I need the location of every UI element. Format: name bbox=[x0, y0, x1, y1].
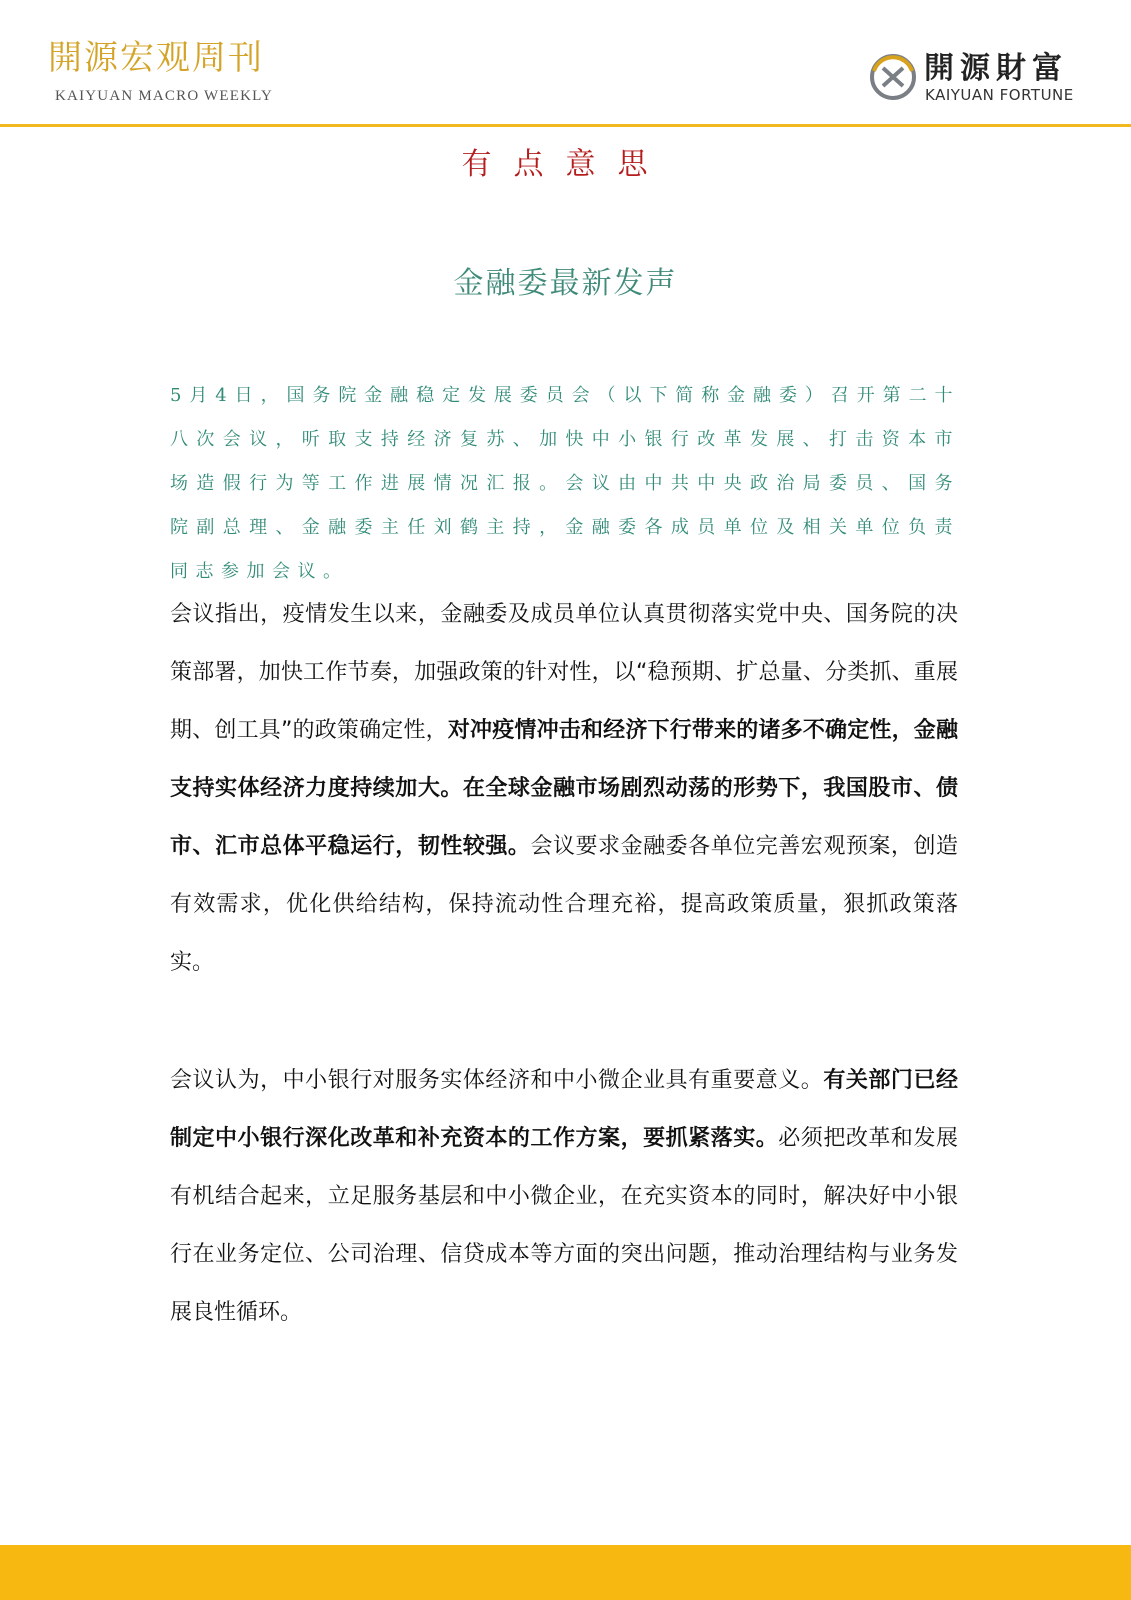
paragraph-emphasis: 有关部门已经制定中小银行深化改革和补充资本的工作方案，要抓紧落实。 bbox=[170, 1068, 958, 1151]
logo-chinese-text: 開源財富 bbox=[924, 51, 1068, 86]
paragraph-text: 会议认为，中小银行对服务实体经济和中小微企业具有重要意义。 bbox=[170, 1068, 824, 1093]
paragraph-text: 必须把改革和发展有机结合起来，立足服务基层和中小微企业，在充实资本的同时，解决好中小银行在业务定位、公司治理、信贷成本等方面的突出问题，推动治理结构与业务发展良性循环。 bbox=[170, 1126, 958, 1325]
paragraph-emphasis: 对冲疫情冲击和经济下行带来的诸多不确定性，金融支持实体经济力度持续加大。在全球金融市场剧烈动荡的形势下，我国股市、债市、汇市总体平稳运行，韧性较强。 bbox=[170, 718, 958, 859]
section-title: 有点意思 bbox=[461, 147, 670, 182]
kaiyuan-logo-icon bbox=[868, 52, 918, 102]
publication-title: 開源宏观周刊 bbox=[48, 38, 264, 78]
page-header bbox=[0, 0, 1131, 126]
kaiyuan-fortune-logo bbox=[868, 52, 1088, 108]
header-divider bbox=[0, 124, 1131, 127]
logo-english-text: KAIYUAN FORTUNE bbox=[925, 86, 1074, 104]
lead-paragraph: 5月4日，国务院金融稳定发展委员会（以下简称金融委）召开第二十八次会议，听取支持经济复苏、加快中小银行改革发展、打击资本市场造假行为等工作进展情况汇报。会议由中共中央政治局委员、国务院副总理、金融委主任刘鹤主持，金融委各成员单位及相关单位负责同志参加会议。 bbox=[170, 385, 960, 582]
body-paragraph-2 bbox=[170, 1052, 958, 1342]
article-title: 金融委最新发声 bbox=[453, 266, 678, 301]
paragraph-text: 会议要求金融委各单位完善宏观预案，创造有效需求，优化供给结构，保持流动性合理充裕，提高政策质量，狠抓政策落实。 bbox=[170, 834, 958, 975]
publication-subtitle: KAIYUAN MACRO WEEKLY bbox=[55, 88, 274, 104]
footer-band bbox=[0, 1545, 1131, 1600]
paragraph-text: 会议指出，疫情发生以来，金融委及成员单位认真贯彻落实党中央、国务院的决策部署，加快工作节奏，加强政策的针对性，以“稳预期、扩总量、分类抓、重展期、创工具”的政策确定性， bbox=[170, 602, 958, 743]
body-paragraph-1 bbox=[170, 586, 958, 992]
